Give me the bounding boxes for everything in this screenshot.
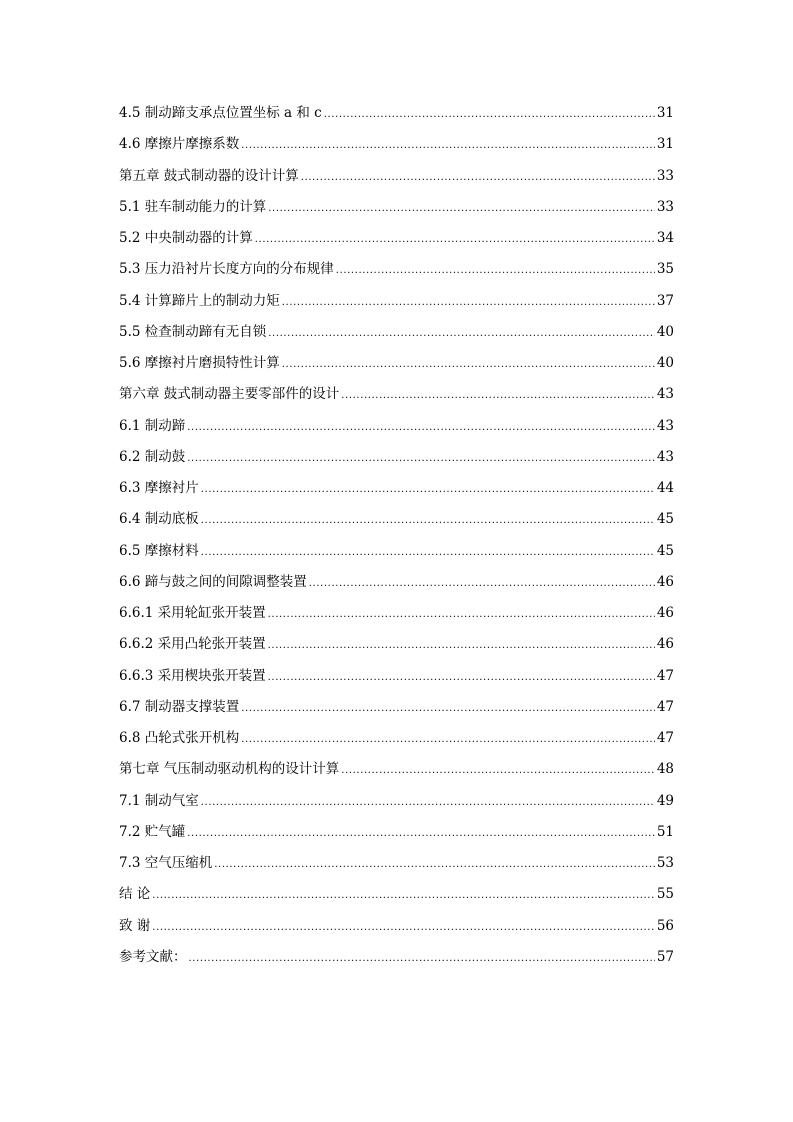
toc-dot-leader (268, 318, 655, 349)
toc-entry[interactable] (119, 754, 674, 785)
toc-entry-page-number: 47 (656, 730, 674, 746)
toc-entry-page-number: 40 (656, 323, 674, 340)
toc-dot-leader (187, 443, 655, 474)
toc-dot-leader (309, 568, 655, 599)
toc-entry-page-number: 37 (656, 292, 674, 309)
toc-entry-page-number: 44 (656, 480, 674, 496)
toc-entry-title: 6.6.1 采用轮缸张开装置 (119, 605, 266, 621)
toc-entry[interactable] (119, 817, 674, 848)
toc-entry[interactable] (119, 692, 674, 723)
toc-dot-leader (241, 724, 655, 755)
toc-dot-leader (241, 693, 655, 724)
toc-entry-page-number: 31 (656, 105, 674, 121)
toc-entry-title: 4.6 摩擦片摩擦系数 (119, 136, 240, 153)
toc-entry[interactable] (119, 254, 674, 285)
toc-entry[interactable] (119, 348, 674, 379)
toc-dot-leader (255, 224, 655, 255)
toc-entry-page-number: 33 (656, 167, 674, 184)
toc-dot-leader (324, 99, 655, 130)
toc-dot-leader (189, 943, 655, 974)
toc-entry-page-number: 49 (656, 792, 674, 809)
toc-entry-title: 第五章 鼓式制动器的设计计算 (119, 167, 299, 184)
toc-dot-leader (268, 193, 655, 224)
toc-dot-leader (214, 849, 655, 880)
toc-entry[interactable] (119, 129, 674, 160)
toc-dot-leader (341, 755, 655, 786)
toc-entry[interactable] (119, 504, 674, 535)
toc-entry-title: 6.2 制动鼓 (119, 448, 186, 465)
toc-dot-leader (282, 349, 655, 380)
toc-entry-page-number: 51 (656, 823, 674, 840)
toc-entry-title: 6.6 蹄与鼓之间的间隙调整装置 (119, 573, 307, 590)
toc-entry-page-number: 31 (656, 136, 674, 153)
toc-entry[interactable] (119, 98, 674, 129)
toc-entry-title: 6.1 制动蹄 (119, 417, 186, 434)
toc-entry-page-number: 46 (656, 573, 674, 590)
toc-entry-page-number: 35 (656, 261, 674, 278)
toc-entry-title: 5.5 检查制动蹄有无自锁 (119, 323, 267, 340)
toc-dot-leader (268, 599, 655, 630)
toc-entry-page-number: 45 (656, 511, 674, 528)
toc-entry[interactable] (119, 286, 674, 317)
toc-entry-title: 6.6.2 采用凸轮张开装置 (119, 636, 266, 653)
toc-entry-title: 4.5 制动蹄支承点位置坐标 a 和 c (119, 105, 322, 121)
toc-entry[interactable] (119, 942, 674, 973)
toc-entry[interactable] (119, 161, 674, 192)
toc-entry[interactable] (119, 192, 674, 223)
toc-entry-title: 6.7 制动器支撑装置 (119, 698, 240, 715)
toc-dot-leader (152, 880, 655, 911)
toc-entry-page-number: 46 (656, 636, 674, 653)
toc-entry-page-number: 43 (656, 448, 674, 465)
toc-entry-page-number: 57 (656, 948, 674, 965)
toc-entry-title: 5.3 压力沿衬片长度方向的分布规律 (119, 261, 334, 278)
toc-entry-page-number: 34 (656, 230, 674, 246)
toc-entry-page-number: 53 (656, 855, 674, 871)
toc-entry[interactable] (119, 786, 674, 817)
toc-entry-title: 6.3 摩擦衬片 (119, 480, 199, 496)
toc-dot-leader (201, 474, 655, 505)
toc-entry-page-number: 55 (656, 886, 674, 903)
toc-entry-page-number: 33 (656, 198, 674, 215)
toc-entry-title: 参考文献： (119, 948, 187, 965)
toc-entry-title: 7.3 空气压缩机 (119, 855, 213, 871)
toc-entry-title: 第六章 鼓式制动器主要零部件的设计 (119, 386, 340, 403)
toc-entry[interactable] (119, 911, 674, 942)
toc-dot-leader (341, 380, 655, 411)
toc-entry[interactable] (119, 879, 674, 910)
toc-entry-page-number: 47 (656, 667, 674, 684)
toc-entry[interactable] (119, 848, 674, 879)
toc-dot-leader (152, 912, 655, 943)
toc-entry-title: 第七章 气压制动驱动机构的设计计算 (119, 761, 340, 778)
toc-entry-page-number: 46 (656, 605, 674, 621)
toc-entry-page-number: 43 (656, 417, 674, 434)
toc-entry[interactable] (119, 411, 674, 442)
toc-entry[interactable] (119, 317, 674, 348)
toc-entry[interactable] (119, 379, 674, 410)
toc-entry-title: 6.8 凸轮式张开机构 (119, 730, 240, 746)
toc-entry-page-number: 56 (656, 917, 674, 934)
toc-entry-title: 5.4 计算蹄片上的制动力矩 (119, 292, 280, 309)
toc-entry-title: 5.2 中央制动器的计算 (119, 230, 253, 246)
toc-entry[interactable] (119, 629, 674, 660)
toc-entry-page-number: 45 (656, 542, 674, 559)
toc-dot-leader (187, 818, 655, 849)
toc-dot-leader (201, 537, 655, 568)
toc-entry[interactable] (119, 598, 674, 629)
toc-entry[interactable] (119, 567, 674, 598)
toc-dot-leader (187, 412, 655, 443)
toc-entry[interactable] (119, 473, 674, 504)
toc-entry-page-number: 43 (656, 386, 674, 403)
toc-entry-title: 致 谢 (119, 917, 151, 934)
toc-entry[interactable] (119, 723, 674, 754)
toc-entry-title: 结 论 (119, 886, 151, 903)
toc-dot-leader (241, 130, 655, 161)
toc-entry-page-number: 47 (656, 698, 674, 715)
toc-entry-title: 7.1 制动气室 (119, 792, 199, 809)
toc-entry-title: 6.5 摩擦材料 (119, 542, 199, 559)
toc-entry-title: 6.6.3 采用楔块张开装置 (119, 667, 266, 684)
toc-entry-title: 7.2 贮气罐 (119, 823, 186, 840)
toc-dot-leader (201, 505, 655, 536)
toc-dot-leader (268, 630, 655, 661)
toc-dot-leader (336, 255, 655, 286)
toc-entry-title: 5.1 驻车制动能力的计算 (119, 198, 267, 215)
toc-entry[interactable] (119, 661, 674, 692)
toc-entry[interactable] (119, 442, 674, 473)
toc-entry[interactable] (119, 536, 674, 567)
toc-entry[interactable] (119, 223, 674, 254)
table-of-contents (119, 98, 674, 973)
toc-entry-page-number: 40 (656, 355, 674, 371)
toc-dot-leader (268, 662, 655, 693)
toc-dot-leader (282, 287, 655, 318)
toc-entry-title: 6.4 制动底板 (119, 511, 199, 528)
toc-dot-leader (301, 162, 655, 193)
toc-dot-leader (201, 787, 655, 818)
toc-entry-title: 5.6 摩擦衬片磨损特性计算 (119, 355, 280, 371)
toc-entry-page-number: 48 (656, 761, 674, 778)
